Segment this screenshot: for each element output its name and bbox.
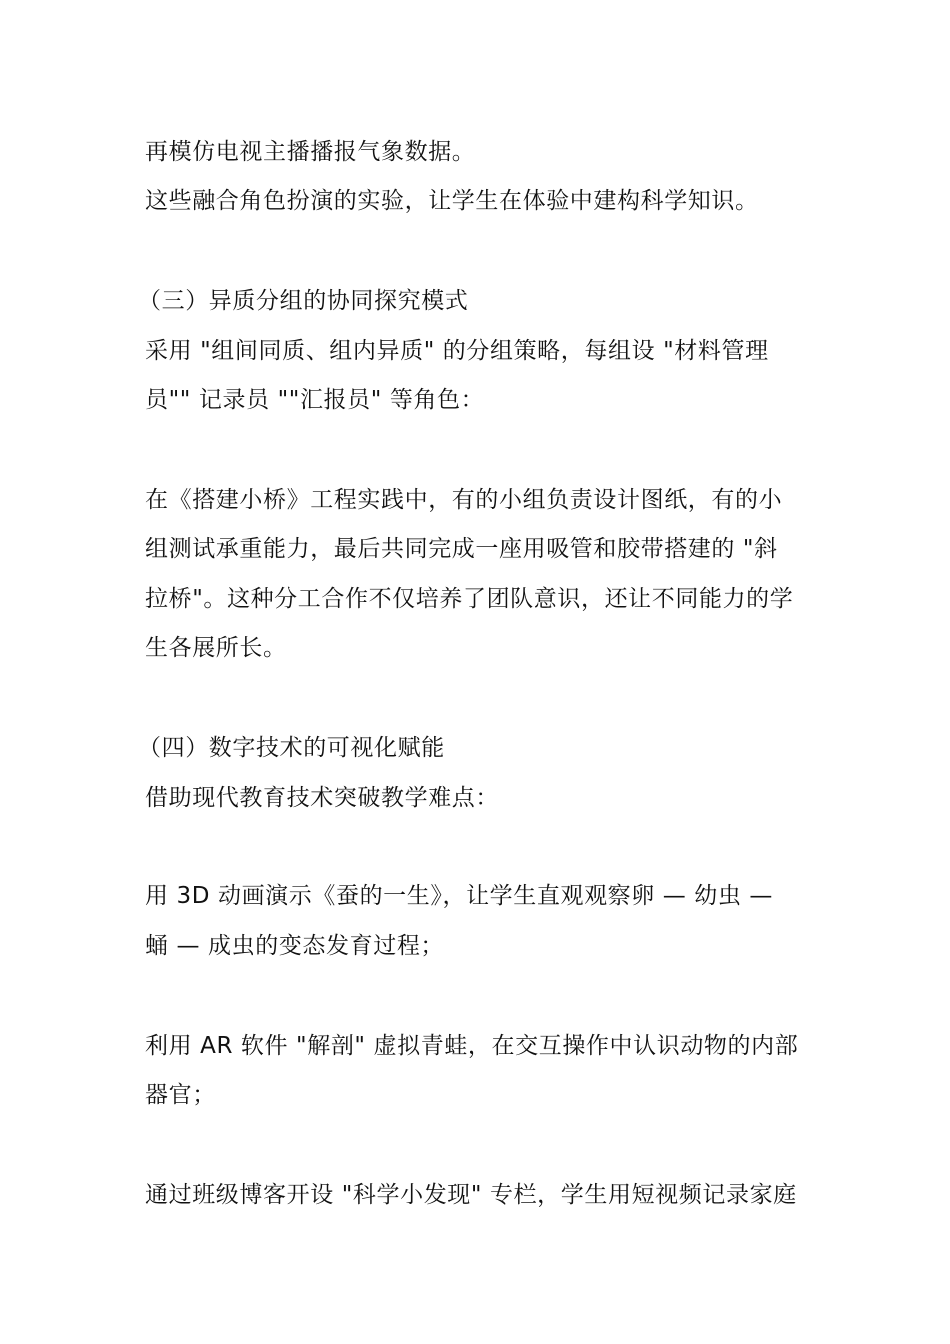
paragraph-line: 拉桥"。这种分工合作不仅培养了团队意识，还让不同能力的学 <box>145 586 794 612</box>
list-item-line: 器官； <box>145 1082 216 1108</box>
list-item-line: 蛹 — 成虫的变态发育过程； <box>145 933 445 959</box>
list-item-line: 利用 AR 软件 "解剖" 虚拟青蛙，在交互操作中认识动物的内部 <box>145 1033 799 1059</box>
section-heading-3: （三）异质分组的协同探究模式 <box>138 288 469 314</box>
section-heading-4: （四）数字技术的可视化赋能 <box>138 735 445 761</box>
paragraph-line: 员"" 记录员 ""汇报员" 等角色： <box>145 387 485 413</box>
list-item-line: 用 3D 动画演示《蚕的一生》，让学生直观观察卵 — 幼虫 — <box>145 883 773 909</box>
paragraph-line: 再模仿电视主播播报气象数据。 <box>145 139 476 165</box>
paragraph-line: 采用 "组间同质、组内异质" 的分组策略，每组设 "材料管理 <box>145 338 769 364</box>
paragraph-line: 在《搭建小桥》工程实践中，有的小组负责设计图纸，有的小 <box>145 487 783 513</box>
list-item-line: 通过班级博客开设 "科学小发现" 专栏，学生用短视频记录家庭 <box>145 1182 797 1208</box>
paragraph-line: 借助现代教育技术突破教学难点： <box>145 785 499 811</box>
paragraph-line: 组测试承重能力，最后共同完成一座用吸管和胶带搭建的 "斜 <box>145 536 778 562</box>
paragraph-line: 这些融合角色扮演的实验，让学生在体验中建构科学知识。 <box>145 188 759 214</box>
paragraph-line: 生各展所长。 <box>145 635 287 661</box>
